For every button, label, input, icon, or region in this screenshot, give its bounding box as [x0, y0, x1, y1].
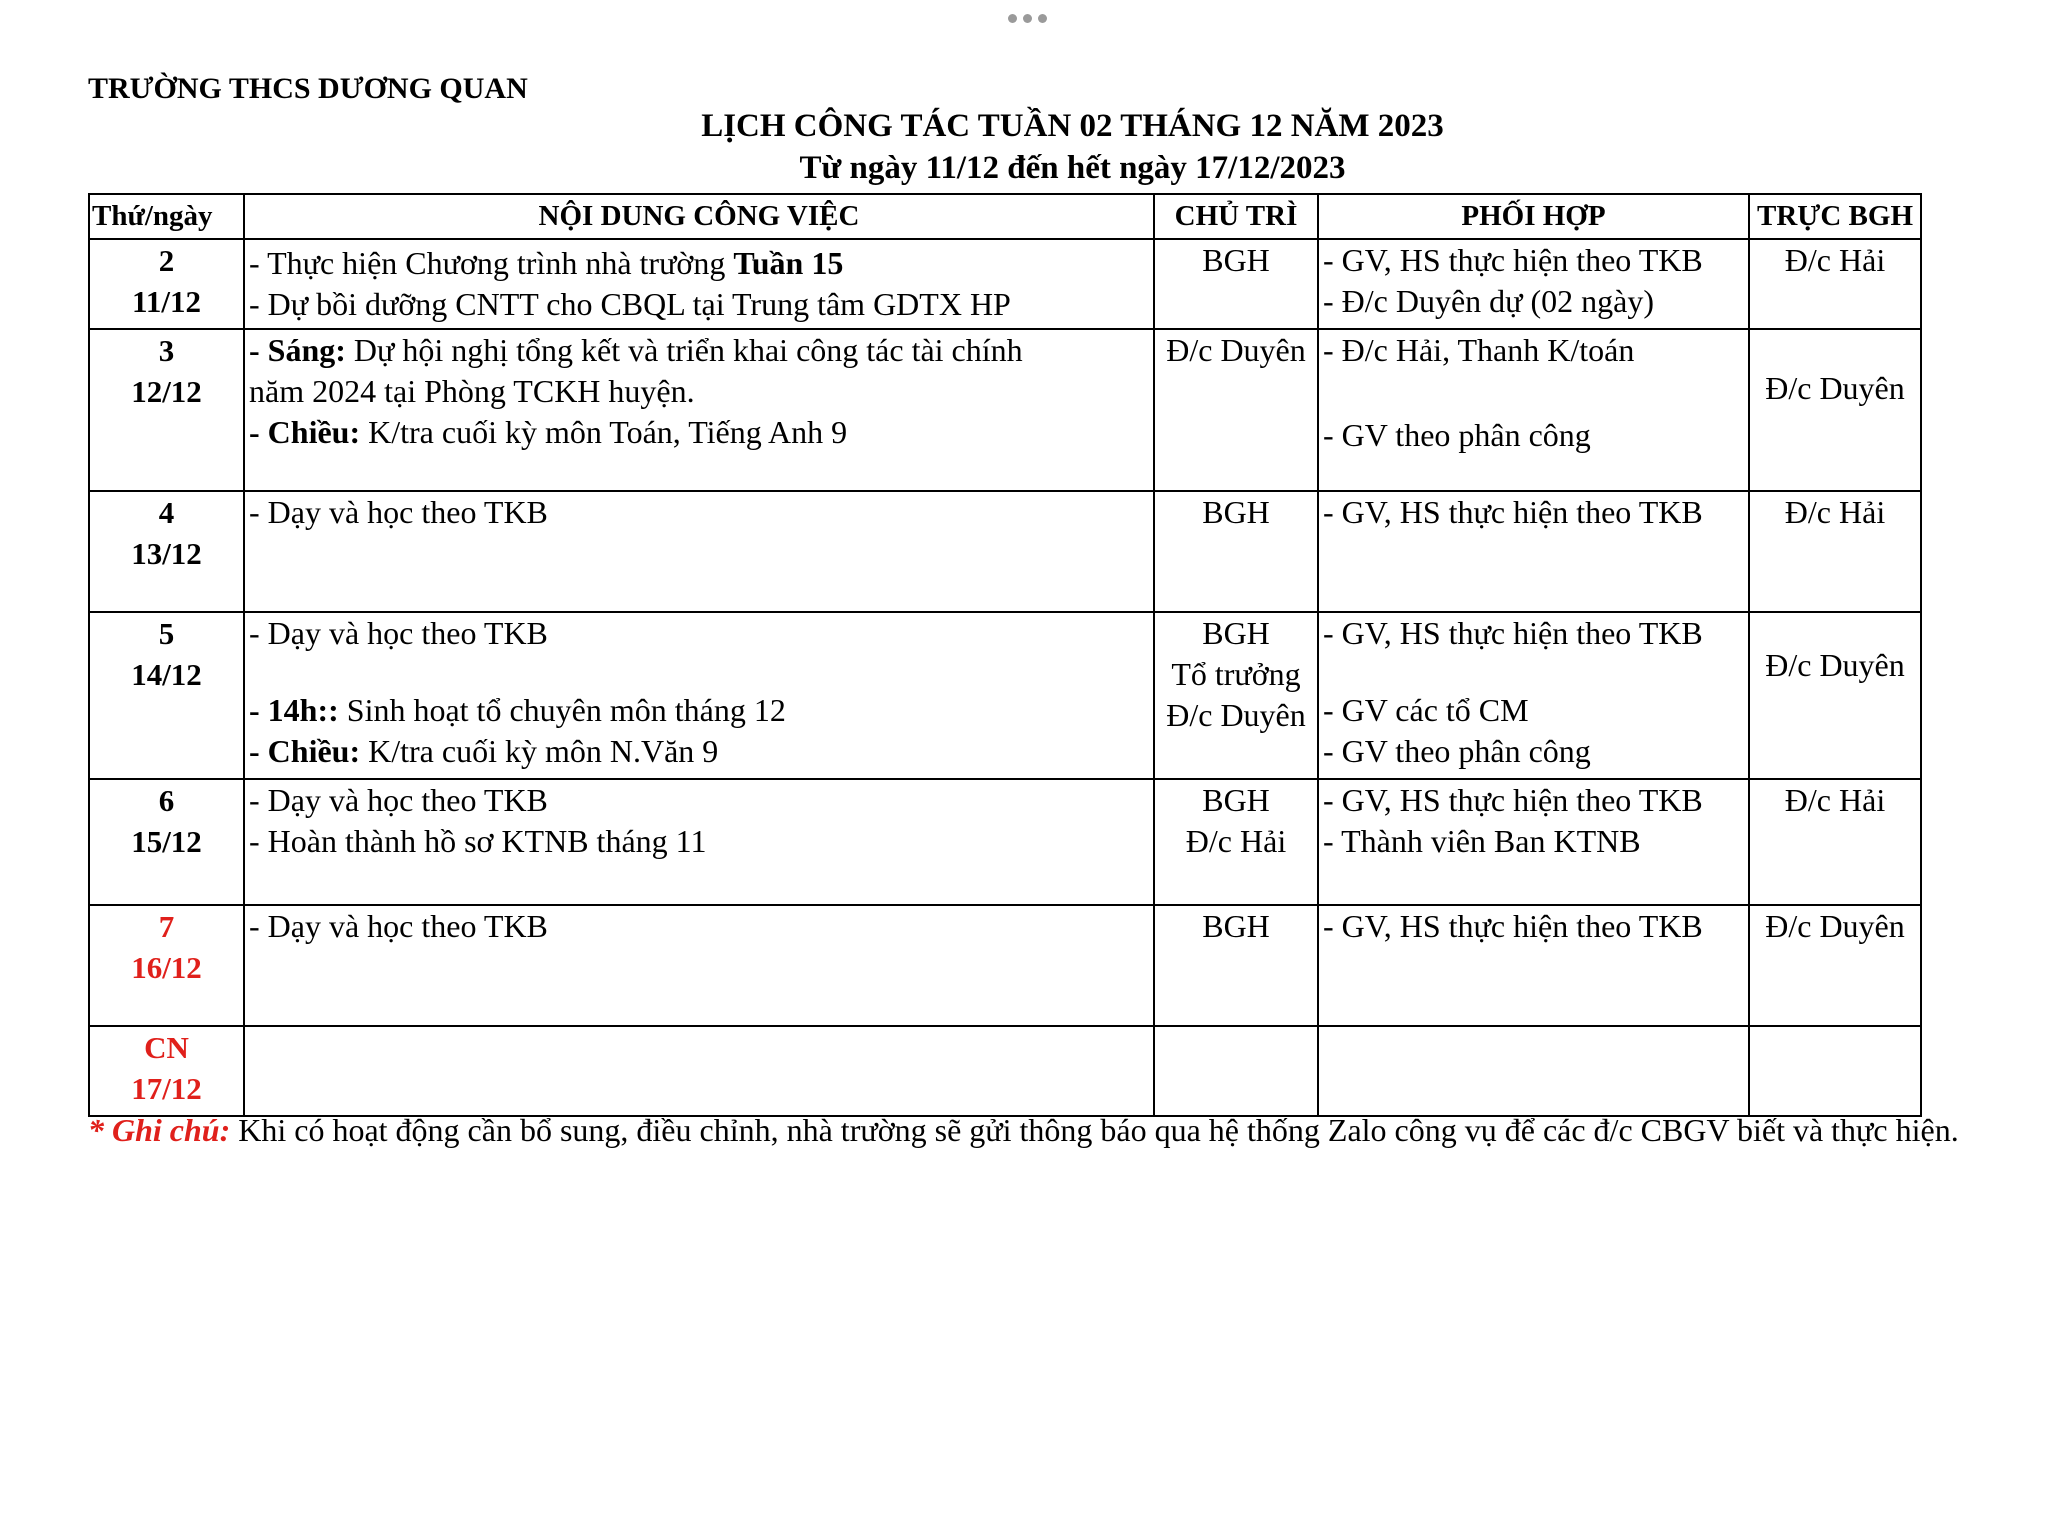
- chair-cell: BGH: [1154, 905, 1318, 1026]
- duty-cell: [1749, 1026, 1921, 1116]
- day-number: 7: [158, 909, 175, 944]
- content-cell: [244, 905, 1154, 1026]
- day-number: CN: [144, 1030, 189, 1065]
- dot-icon: [1023, 14, 1032, 23]
- header-duty: TRỰC BGH: [1749, 194, 1921, 239]
- content-cell: [244, 491, 1154, 612]
- day-cell: [89, 1026, 244, 1116]
- coord-line: - GV theo phân công: [1323, 733, 1591, 769]
- duty-cell: Đ/c Duyên: [1749, 905, 1921, 1026]
- duty-cell: Đ/c Hải: [1749, 239, 1921, 329]
- table-row: [89, 612, 1921, 779]
- content-line: - Chiều: K/tra cuối kỳ môn N.Văn 9: [249, 733, 719, 769]
- chair-cell: Đ/c Duyên: [1154, 329, 1318, 491]
- table-row: [89, 1026, 1921, 1116]
- day-date: 13/12: [131, 536, 202, 571]
- day-date: 12/12: [131, 374, 202, 409]
- chair-cell: BGH: [1154, 491, 1318, 612]
- dot-icon: [1008, 14, 1017, 23]
- coord-cell: [1318, 905, 1749, 1026]
- window-menu-dots[interactable]: [1008, 14, 1047, 23]
- footnote: [88, 1110, 2036, 1151]
- duty-cell: Đ/c Hải: [1749, 779, 1921, 905]
- table-row: [89, 779, 1921, 905]
- content-line: - 14h:: Sinh hoạt tổ chuyên môn tháng 12: [249, 692, 786, 728]
- content-cell: [244, 239, 1154, 329]
- day-cell: [89, 905, 244, 1026]
- coord-cell: [1318, 1026, 1749, 1116]
- content-cell: [244, 779, 1154, 905]
- week-label: Tuần 15: [733, 245, 844, 281]
- content-line: - Hoàn thành hồ sơ KTNB tháng 11: [249, 823, 707, 859]
- chair-cell: [1154, 779, 1318, 905]
- content-line: - Dạy và học theo TKB: [249, 782, 548, 818]
- table-header-row: [89, 194, 1921, 239]
- content-line: - Dạy và học theo TKB: [249, 494, 548, 530]
- chair-line: BGH: [1202, 615, 1270, 651]
- coord-line: - GV theo phân công: [1323, 417, 1591, 453]
- coord-line: - GV, HS thực hiện theo TKB: [1323, 908, 1703, 944]
- day-number: 4: [158, 495, 175, 530]
- coord-line: - Đ/c Hải, Thanh K/toán: [1323, 332, 1635, 368]
- chair-line: BGH: [1202, 782, 1270, 818]
- header-chair: CHỦ TRÌ: [1154, 194, 1318, 239]
- coord-line: - GV, HS thực hiện theo TKB: [1323, 242, 1703, 278]
- schedule-table: [88, 193, 1922, 1117]
- content-cell: [244, 329, 1154, 491]
- day-cell: [89, 779, 244, 905]
- coord-line: - GV các tổ CM: [1323, 692, 1529, 728]
- table-row: [89, 239, 1921, 329]
- footnote-label: * Ghi chú:: [88, 1112, 231, 1148]
- footnote-text: Khi có hoạt động cần bổ sung, điều chỉnh, nhà trường sẽ gửi thông báo qua hệ thống Zalo công vụ để các đ/c CBGV biết và thực hiện.: [230, 1112, 1959, 1148]
- table-row: [89, 329, 1921, 491]
- duty-cell: Đ/c Duyên: [1749, 329, 1921, 491]
- coord-line: - GV, HS thực hiện theo TKB: [1323, 494, 1703, 530]
- day-number: 2: [158, 243, 175, 278]
- day-date: 14/12: [131, 657, 202, 692]
- header-coord: PHỐI HỢP: [1318, 194, 1749, 239]
- chair-cell: BGH: [1154, 239, 1318, 329]
- content-line: - Sáng: Dự hội nghị tổng kết và triển khai công tác tài chính: [249, 332, 1023, 368]
- chair-line: Đ/c Duyên: [1166, 697, 1306, 733]
- day-date: 15/12: [131, 824, 202, 859]
- day-cell: [89, 329, 244, 491]
- content-line: - Dự bồi dưỡng CNTT cho CBQL tại Trung tâm GDTX HP: [249, 286, 1011, 322]
- table-row: [89, 491, 1921, 612]
- duty-cell: Đ/c Duyên: [1749, 612, 1921, 779]
- content-line: - Dạy và học theo TKB: [249, 908, 548, 944]
- coord-cell: [1318, 491, 1749, 612]
- duty-cell: Đ/c Hải: [1749, 491, 1921, 612]
- content-line: năm 2024 tại Phòng TCKH huyện.: [249, 373, 695, 409]
- chair-cell: [1154, 612, 1318, 779]
- coord-cell: [1318, 779, 1749, 905]
- coord-line: - Đ/c Duyên dự (02 ngày): [1323, 283, 1655, 319]
- header-day: Thứ/ngày: [89, 194, 244, 239]
- coord-cell: [1318, 239, 1749, 329]
- school-name: TRƯỜNG THCS DƯƠNG QUAN: [88, 72, 528, 105]
- table-row: [89, 905, 1921, 1026]
- day-number: 3: [158, 333, 175, 368]
- day-cell: [89, 491, 244, 612]
- day-cell: [89, 239, 244, 329]
- day-date: 17/12: [131, 1071, 202, 1106]
- date-range: Từ ngày 11/12 đến hết ngày 17/12/2023: [799, 150, 1346, 186]
- day-date: 16/12: [131, 950, 202, 985]
- content-line: - Thực hiện Chương trình nhà trường Tuần 15: [249, 245, 844, 281]
- day-number: 5: [158, 616, 175, 651]
- chair-line: Đ/c Hải: [1185, 823, 1287, 859]
- content-cell: [244, 1026, 1154, 1116]
- chair-cell: [1154, 1026, 1318, 1116]
- day-cell: [89, 612, 244, 779]
- coord-cell: [1318, 329, 1749, 491]
- page-title: LỊCH CÔNG TÁC TUẦN 02 THÁNG 12 NĂM 2023: [701, 108, 1444, 144]
- content-line: - Dạy và học theo TKB: [249, 615, 548, 651]
- header-content: NỘI DUNG CÔNG VIỆC: [244, 194, 1154, 239]
- coord-line: - GV, HS thực hiện theo TKB: [1323, 782, 1703, 818]
- content-cell: [244, 612, 1154, 779]
- content-line: - Chiều: K/tra cuối kỳ môn Toán, Tiếng Anh 9: [249, 414, 848, 450]
- coord-line: - Thành viên Ban KTNB: [1323, 823, 1641, 859]
- coord-cell: [1318, 612, 1749, 779]
- dot-icon: [1038, 14, 1047, 23]
- day-number: 6: [158, 783, 175, 818]
- coord-line: - GV, HS thực hiện theo TKB: [1323, 615, 1703, 651]
- chair-line: Tổ trưởng: [1171, 656, 1301, 692]
- day-date: 11/12: [132, 284, 201, 319]
